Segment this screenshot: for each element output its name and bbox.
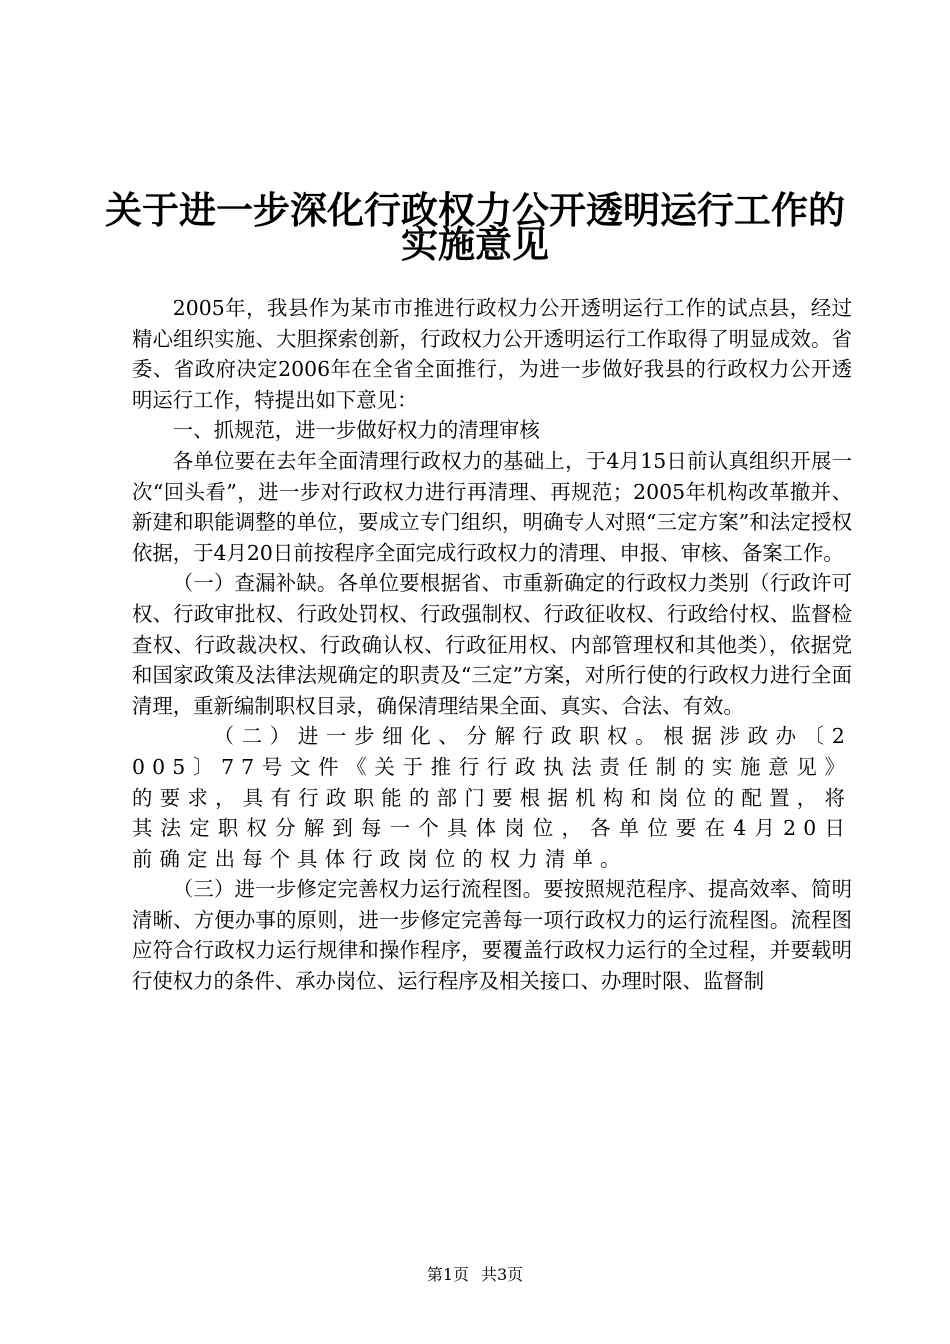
paragraph-intro: 2005年，我县作为某市市推进行政权力公开透明运行工作的试点县，经过精心组织实施、大胆探索创新，行政权力公开透明运行工作取得了明显成效。省委、省政府决定2006年在全省全面推行，为进一步做好我县的行政权力公开透明运行工作，特提出如下意见： xyxy=(132,296,852,412)
paragraph-item-3: （三）进一步修定完善权力运行流程图。要按照规范程序、提高效率、简明清晰、方便办事的原则，进一步修定完善每一项行政权力的运行流程图。流程图应符合行政权力运行规律和操作程序，要覆盖行政权力运行的全过程，并要载明行使权力的条件、承办岗位、运行程序及相关接口、办理时限、监督制 xyxy=(132,877,852,994)
page-number: 第1页 xyxy=(426,1265,469,1284)
page-footer xyxy=(0,1262,950,1285)
document-body xyxy=(132,293,852,997)
paragraph-section-1: 各单位要在去年全面清理行政权力的基础上，于4月15日前认真组织开展一次“回头看”，进一步对行政权力进行再清理、再规范；2005年机构改革撤并、新建和职能调整的单位，要成立专门组织，明确专人对照“三定方案”和法定授权依据，于4月20日前按程序全面完成行政权力的清理、申报、审核、备案工作。 xyxy=(132,448,852,565)
paragraph-item-1: （一）查漏补缺。各单位要根据省、市重新确定的行政权力类别（行政许可权、行政审批权、行政处罚权、行政强制权、行政征收权、行政给付权、监督检查权、行政裁决权、行政确认权、行政征用权、内部管理权和其他类），依据党和国家政策及法律法规确定的职责及“三定”方案，对所行使的行政权力进行全面清理，重新编制职权目录，确保清理结果全面、真实、合法、有效。 xyxy=(132,571,852,718)
paragraph-item-2: （二）进一步细化、分解行政职权。根据涉政办〔2005〕77号文件《关于推行行政执法责任制的实施意见》的要求，具有行政职能的部门要根据机构和岗位的配置，将其法定职权分解到每一个具体岗位，各单位要在4月20日前确定出每个具体行政岗位的权力清单。 xyxy=(132,724,852,871)
section-heading-1: 一、抓规范，进一步做好权力的清理审核 xyxy=(172,418,540,443)
document-title-line-2: 实施意见 xyxy=(401,222,549,266)
page-total: 共3页 xyxy=(481,1265,524,1284)
document-title-line-1: 关于进一步深化行政权力公开透明运行工作的 xyxy=(105,188,845,232)
